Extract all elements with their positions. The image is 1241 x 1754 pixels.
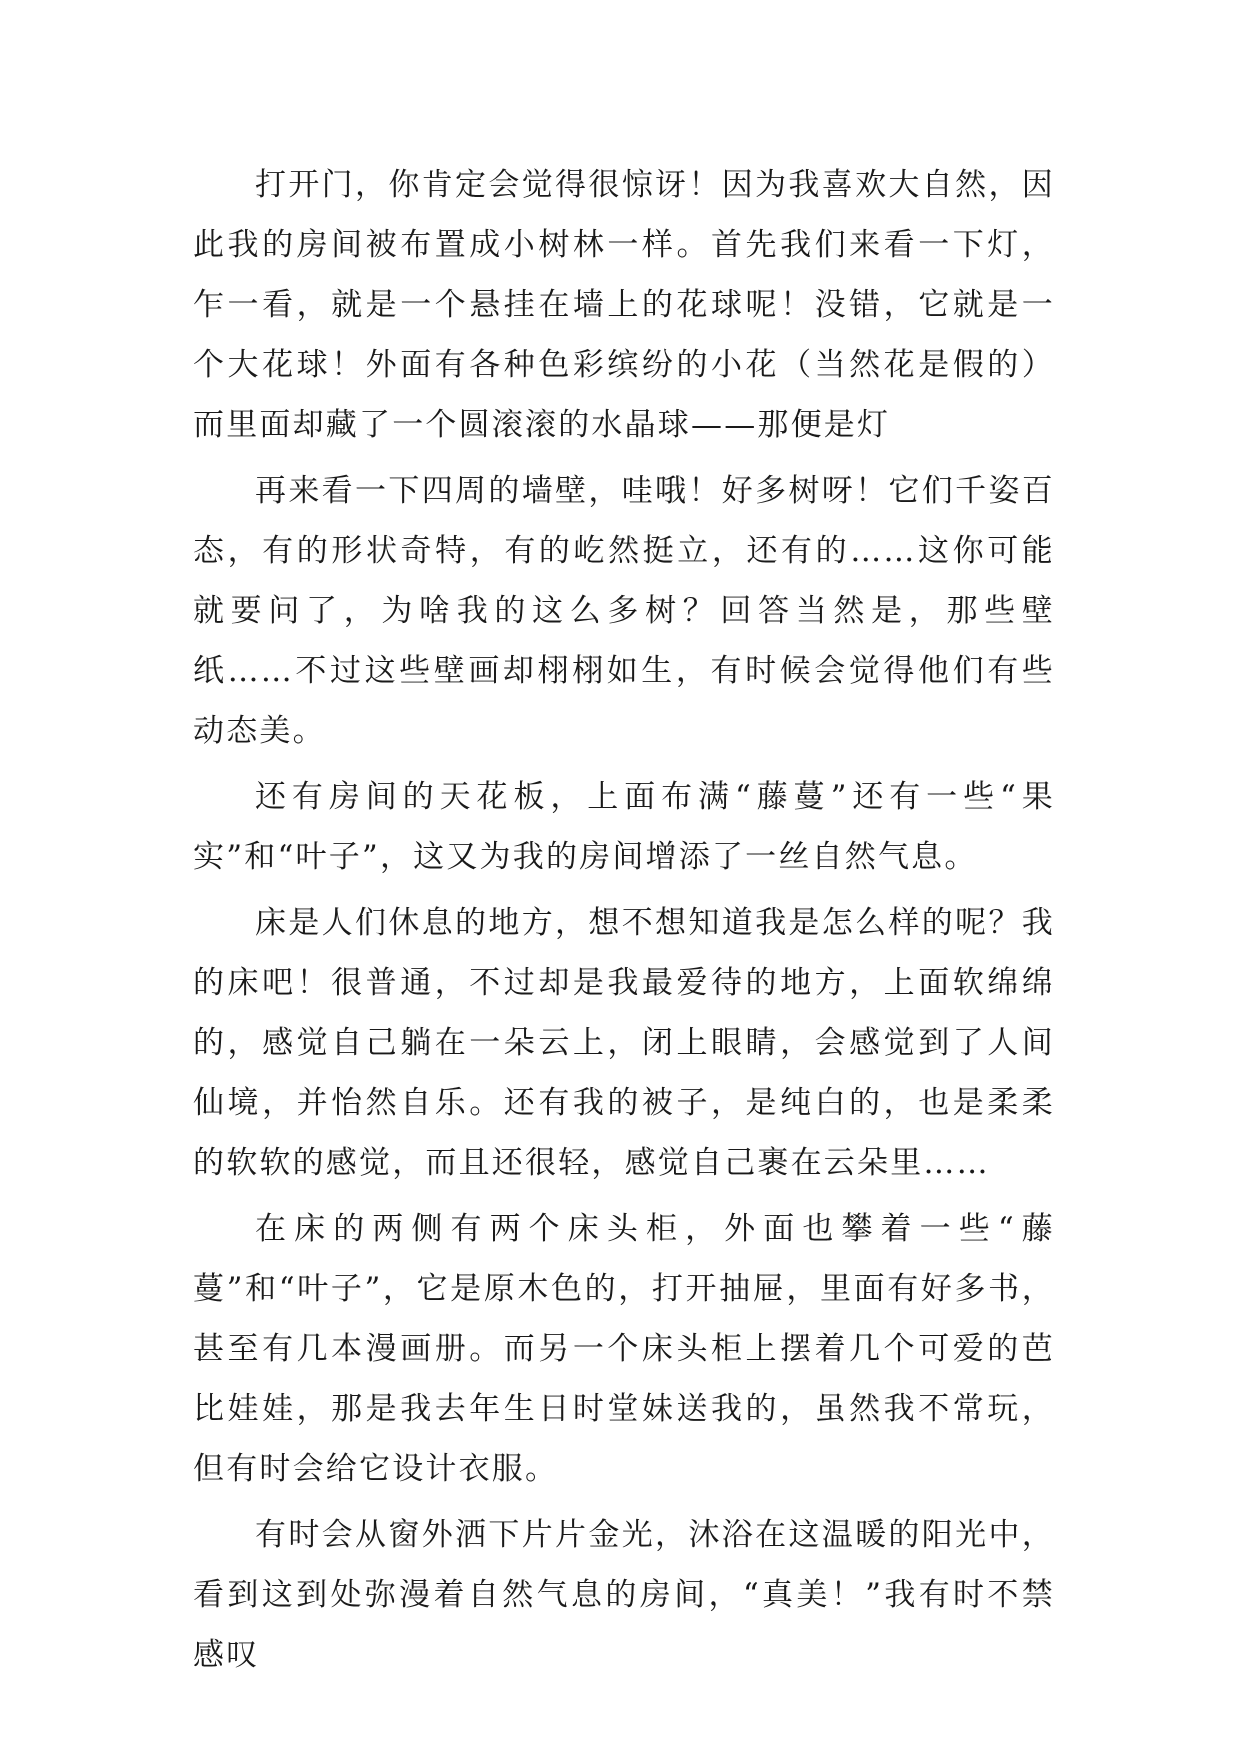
paragraph-3: 还有房间的天花板，上面布满“藤蔓”还有一些“果实”和“叶子”，这又为我的房间增添了一丝自然气息。 <box>193 779 1055 875</box>
paragraph-1: 打开门，你肯定会觉得很惊讶！因为我喜欢大自然，因此我的房间被布置成小树林一样。首先我们来看一下灯，乍一看，就是一个悬挂在墙上的花球呢！没错，它就是一个大花球！外面有各种色彩缤纷的小花（当然花是假的）而里面却藏了一个圆滚滚的水晶球——那便是灯 <box>193 167 1055 443</box>
paragraph-6: 有时会从窗外洒下片片金光，沐浴在这温暖的阳光中，看到这到处弥漫着自然气息的房间，“真美！”我有时不禁感叹 <box>193 1517 1055 1673</box>
paragraph-4: 床是人们休息的地方，想不想知道我是怎么样的呢？我的床吧！很普通，不过却是我最爱待的地方，上面软绵绵的，感觉自己躺在一朵云上，闭上眼睛，会感觉到了人间仙境，并怡然自乐。还有我的被子，是纯白的，也是柔柔的软软的感觉，而且还很轻，感觉自己裹在云朵里…… <box>193 905 1055 1181</box>
paragraph-2: 再来看一下四周的墙壁，哇哦！好多树呀！它们千姿百态，有的形状奇特，有的屹然挺立，还有的……这你可能就要问了，为啥我的这么多树？回答当然是，那些壁纸……不过这些壁画却栩栩如生，有时候会觉得他们有些动态美。 <box>193 473 1055 749</box>
paragraph-5: 在床的两侧有两个床头柜，外面也攀着一些“藤蔓”和“叶子”，它是原木色的，打开抽屉，里面有好多书，甚至有几本漫画册。而另一个床头柜上摆着几个可爱的芭比娃娃，那是我去年生日时堂妹送我的，虽然我不常玩，但有时会给它设计衣服。 <box>193 1211 1055 1487</box>
document-body <box>193 155 1055 1691</box>
